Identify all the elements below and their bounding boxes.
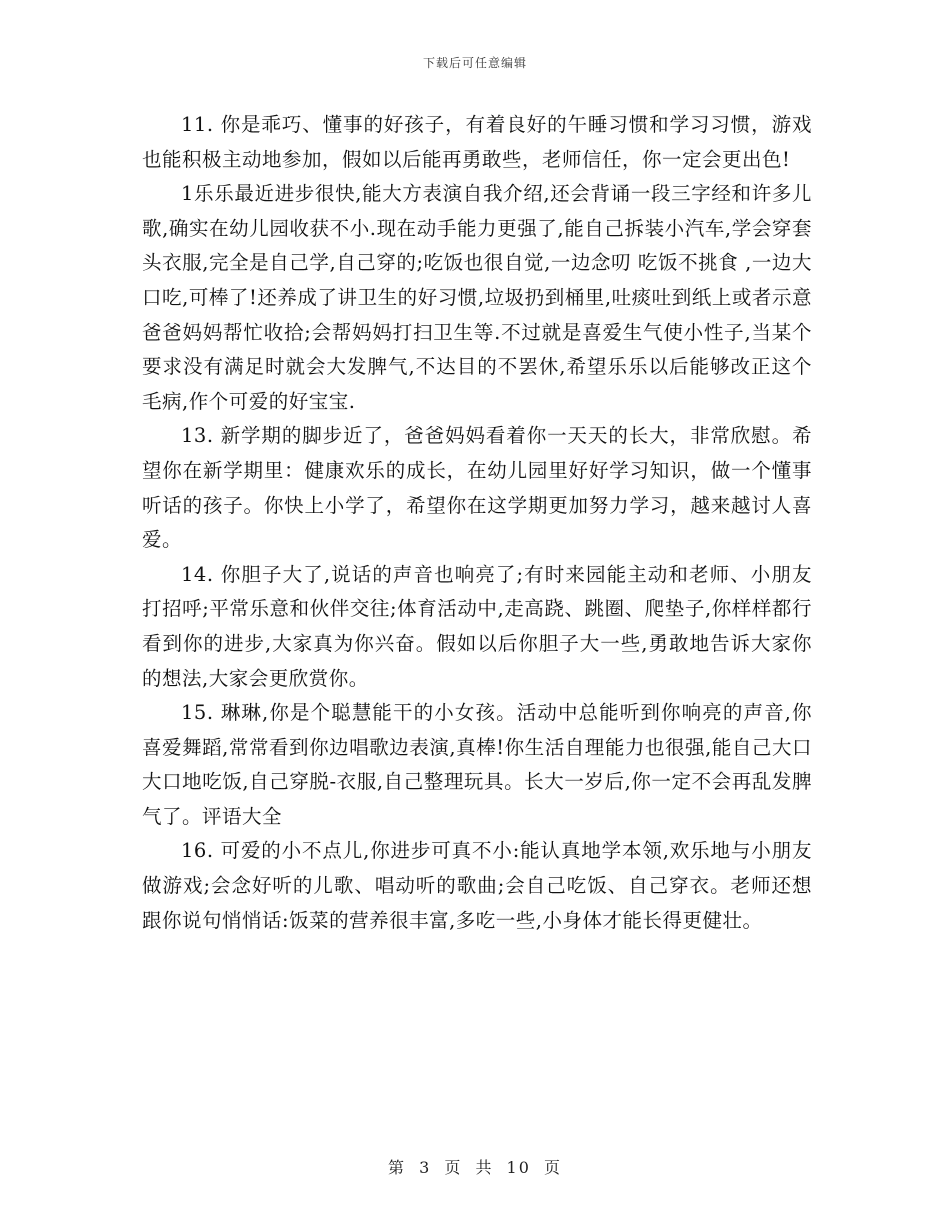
paragraph-16: 16. 可爱的小不点儿,你进步可真不小:能认真地学本领,欢乐地与小朋友做游戏;会念好听的儿歌、唱动听的歌曲;会自己吃饭、自己穿衣。老师还想跟你说句悄悄话:饭菜的营养很丰富,多吃一些,小身体才能长得更健壮。: [142, 839, 812, 932]
paragraph-14: 14. 你胆子大了,说话的声音也响亮了;有时来园能主动和老师、小朋友打招呼;平常乐意和伙伴交往;体育活动中,走高跷、跳圈、爬垫子,你样样都行 看到你的进步,大家真为你兴奋。假如以后你胆子大一些,勇敢地告诉大家你的想法,大家会更欣赏你。: [142, 562, 812, 690]
paragraph-12: 1乐乐最近进步很快,能大方表演自我介绍,还会背诵一段三字经和许多儿歌,确实在幼儿园收获不小.现在动手能力更强了,能自己拆装小汽车,学会穿套头衣服,完全是自己学,自己穿的;吃饭也很自觉,一边念叨 吃饭不挑食 ,一边大口吃,可棒了!还养成了讲卫生的好习惯,垃圾扔到桶里,吐痰吐到纸上或者示意爸爸妈妈帮忙收拾;会帮妈妈打扫卫生等.不过就是喜爱生气使小性子,当某个要求没有满足时就会大发脾气,不达目的不罢休,希望乐乐以后能够改正这个毛病,作个可爱的好宝宝.: [142, 182, 812, 413]
paragraph-11: 11. 你是乖巧、懂事的好孩子，有着良好的午睡习惯和学习习惯，游戏也能积极主动地参加，假如以后能再勇敢些，老师信任，你一定会更出色!: [142, 113, 812, 171]
page-footer: 第 3 页 共 10 页: [388, 1158, 562, 1177]
page-header: 下载后可任意编辑: [422, 56, 527, 70]
paragraph-13: 13. 新学期的脚步近了，爸爸妈妈看着你一天天的长大，非常欣慰。希望你在新学期里：健康欢乐的成长，在幼儿园里好好学习知识，做一个懂事听话的孩子。你快上小学了，希望你在这学期更加努力学习，越来越讨人喜爱。: [142, 424, 812, 552]
paragraph-15: 15. 琳琳,你是个聪慧能干的小女孩。活动中总能听到你响亮的声音,你喜爱舞蹈,常常看到你边唱歌边表演,真棒!你生活自理能力也很强,能自己大口大口地吃饭,自己穿脱-衣服,自己整理玩具。长大一岁后,你一定不会再乱发脾气了。评语大全: [142, 701, 812, 828]
document-body: [142, 108, 812, 938]
